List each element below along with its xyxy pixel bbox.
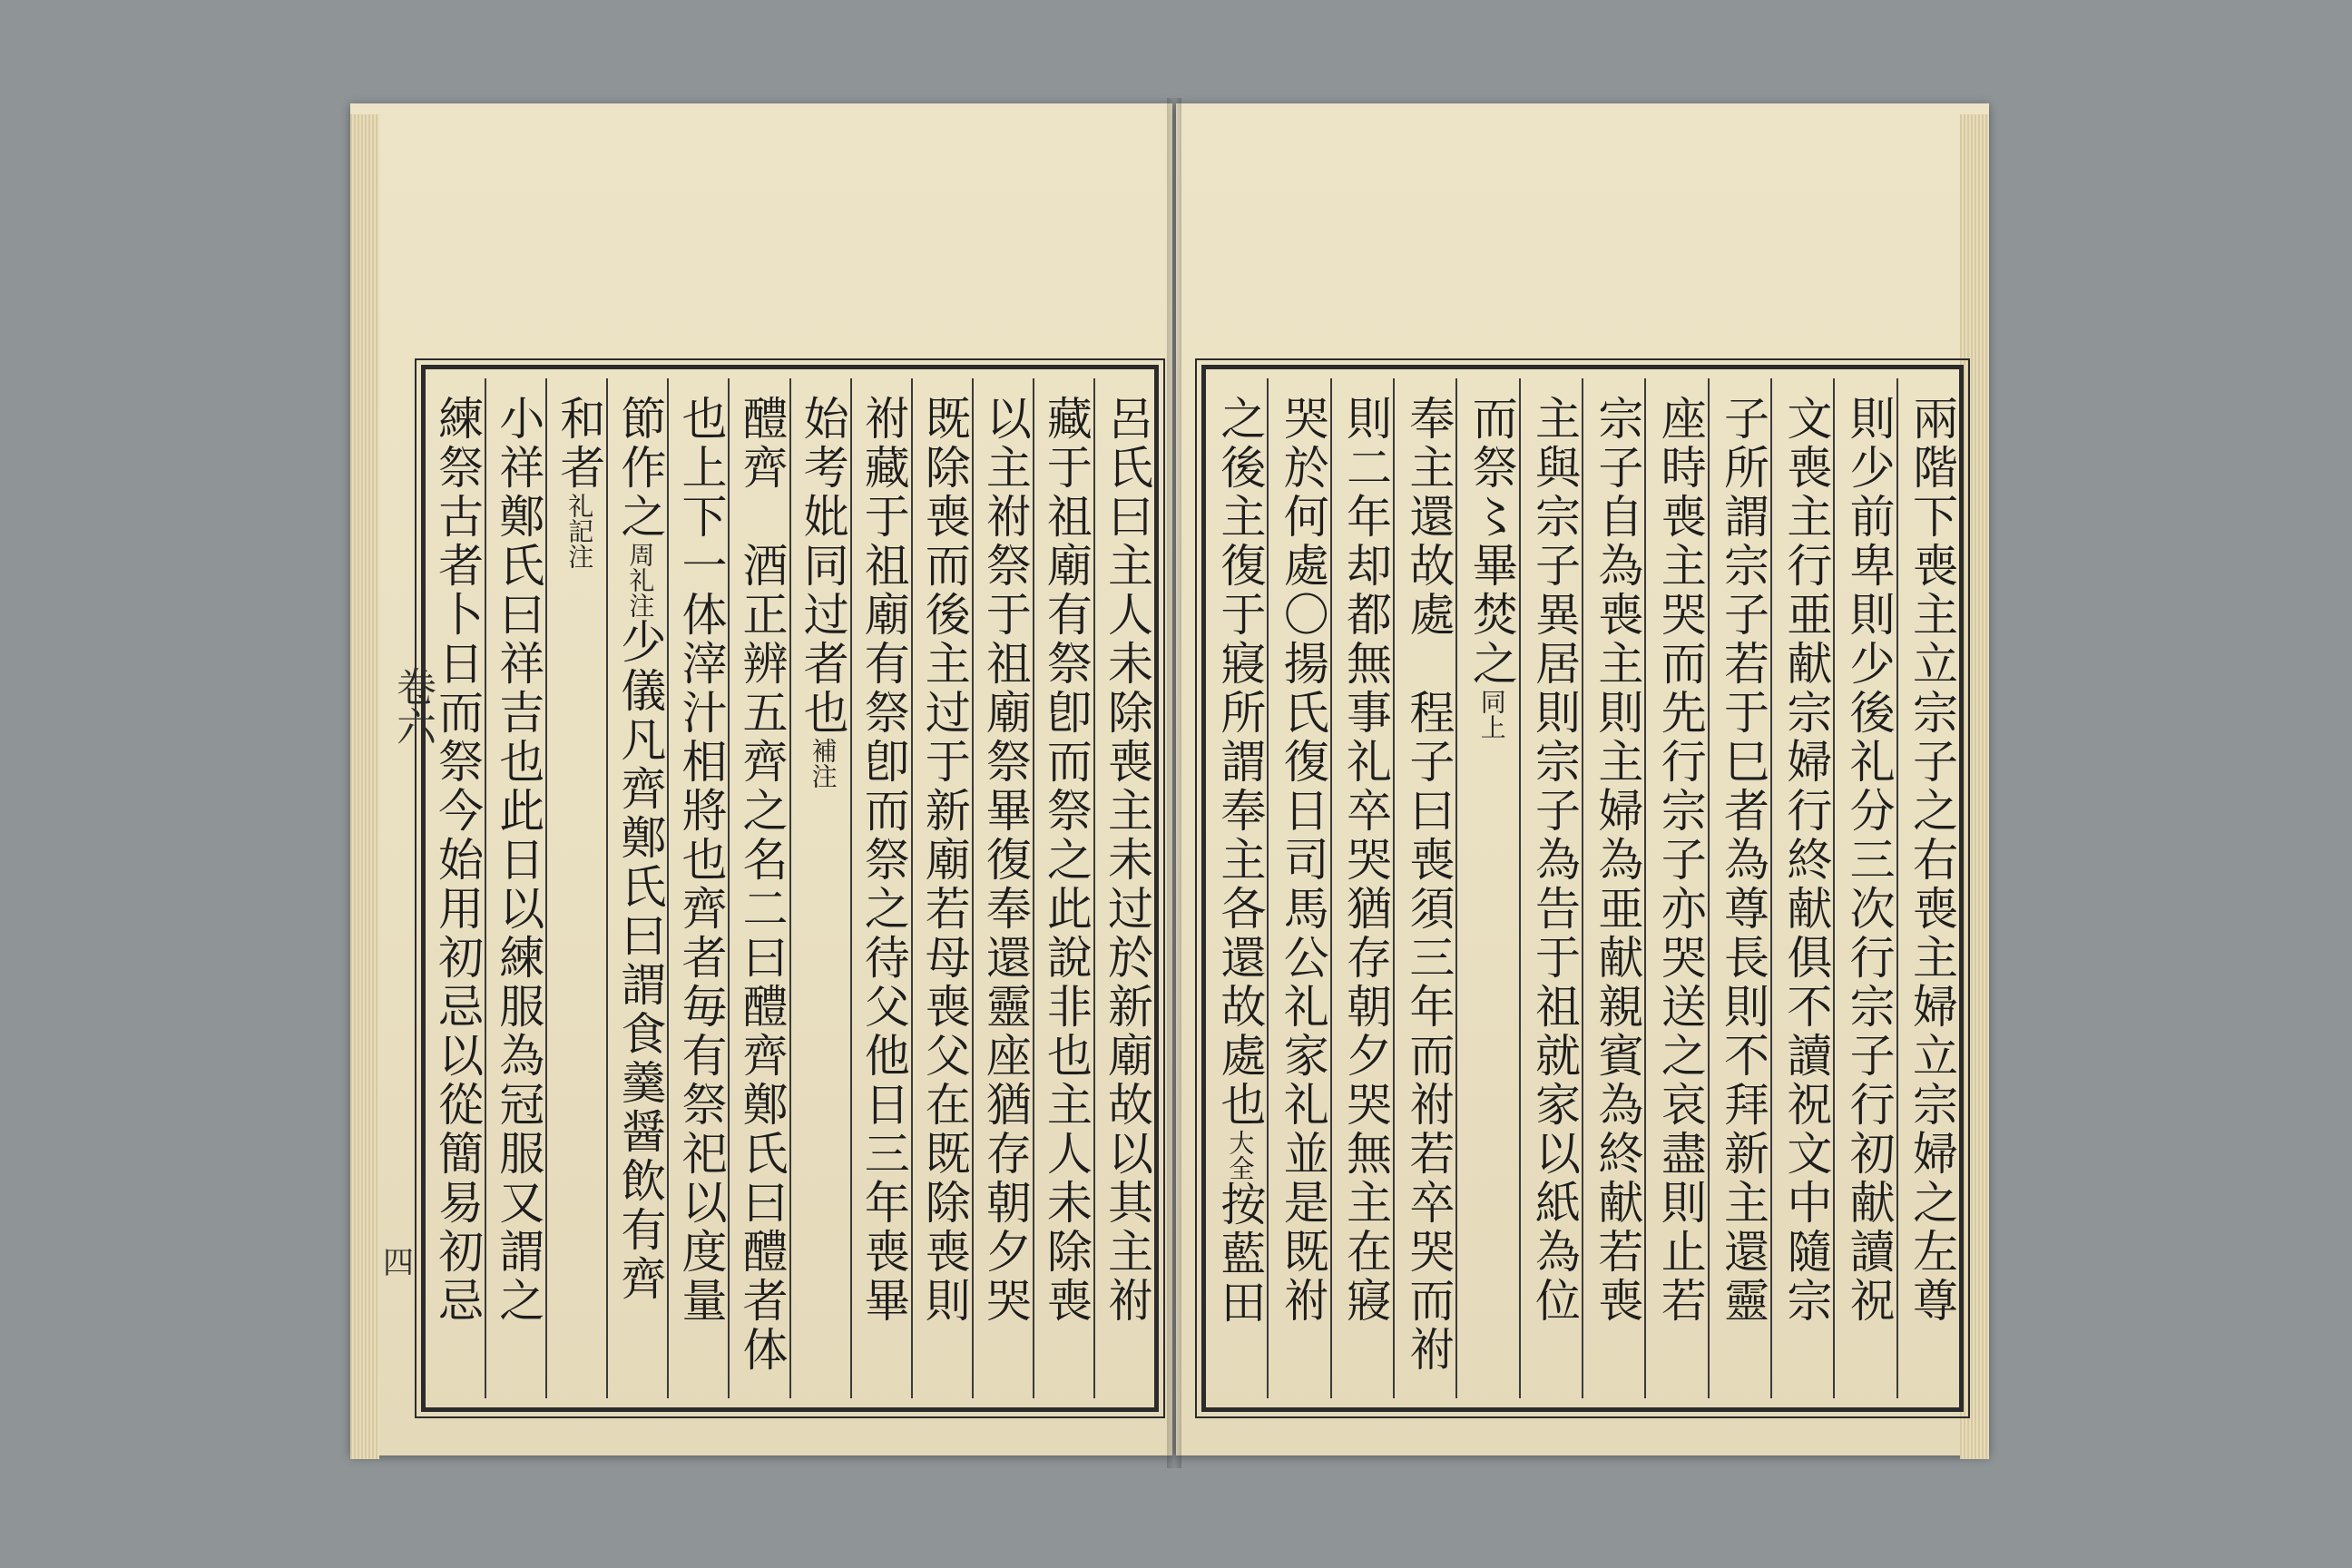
column-text: 子所謂宗子若于巳者為尊長則不拜新主還靈 [1717,395,1770,1326]
open-book [323,98,2014,1468]
column-text: 節作之 [613,395,667,542]
text-columns [1206,378,1959,1398]
column-text: 兩階下喪主立宗子之右喪主婦立宗婦之左尊 [1906,395,1958,1326]
left-page [350,103,1172,1455]
column-text: 呂氏曰主人未除喪主未过於新廟故以其主祔 [1101,395,1153,1326]
column-text: 也上下一体滓汁相將也齊者毎有祭祀以度量 [674,395,728,1326]
text-column [1393,378,1455,1398]
column-text: 主與宗子異居則宗子為告于祖就家以紙為位 [1528,395,1582,1326]
text-column [728,378,789,1398]
right-page [1176,103,1989,1455]
text-frame [1201,365,1964,1412]
text-column [1033,378,1093,1398]
text-column [485,378,545,1398]
column-text: 宗子自為喪主則主婦為亜献親賓為終献若喪 [1591,395,1644,1326]
text-column [1455,378,1518,1398]
text-column [1582,378,1644,1398]
text-column [911,378,972,1398]
column-text: 藏于祖廟有祭卽而祭之此說非也主人未除喪 [1039,395,1093,1326]
book-gutter [1167,98,1181,1468]
text-column [667,378,728,1398]
annotation-note: 周礼注 [625,542,656,618]
text-column [1267,378,1329,1398]
text-column [1330,378,1393,1398]
column-text: 練祭古者卜日而祭今始用初忌以從簡易初忌 [431,395,485,1326]
column-text: 小祥鄭氏曰祥吉也此日以練服為冠服又謂之 [492,395,545,1326]
annotation-note: 大全 [1225,1130,1256,1181]
annotation-note: 礼記注 [564,493,595,569]
annotation-note: 同上 [1476,689,1507,740]
text-column [850,378,911,1398]
text-column [606,378,667,1398]
text-column [1770,378,1833,1398]
page-edge [1960,114,1989,1459]
column-text: 文喪主行亜献宗婦行終献俱不讀祝文中隨宗 [1779,395,1833,1326]
annotation-note: 補注 [808,738,838,789]
column-text: 少儀凡齊鄭氏曰謂食羹醤飲有齊 [613,618,667,1304]
text-column [1093,378,1154,1398]
column-text: 始考妣同过者也 [796,395,849,738]
text-column [1206,378,1267,1398]
text-column [426,378,485,1398]
text-column [1519,378,1582,1398]
text-column [972,378,1033,1398]
text-frame [421,365,1159,1412]
column-text: 醴齊 酒正辨五齊之名二曰醴齊鄭氏曰醴者体 [735,395,789,1375]
column-text: 則二年却都無事礼卒哭猶存朝夕哭無主在寢 [1339,395,1393,1326]
text-column [1644,378,1707,1398]
column-text: 和者 [553,395,606,493]
column-text: 以主祔祭于祖廟祭畢復奉還靈座猶存朝夕哭 [978,395,1032,1326]
column-text: 座時喪主哭而先行宗子亦哭送之哀盡則止若 [1653,395,1707,1326]
column-text: 哭於何處〇揚氏復日司馬公礼家礼並是既祔 [1276,395,1329,1326]
text-column [1896,378,1959,1398]
text-column [1708,378,1770,1398]
column-text: 奉主還故處 程子曰喪須三年而祔若卒哭而祔 [1402,395,1455,1375]
column-text: 按藍田 [1213,1181,1267,1328]
column-text: 祔藏于祖廟有祭卽而祭之待父他日三年喪畢 [857,395,910,1326]
text-column [1833,378,1896,1398]
column-text: 則少前卑則少後礼分三次行宗子行初献讀祝 [1842,395,1896,1326]
column-text: 而祭〻畢焚之 [1465,395,1518,689]
column-text: 既除喪而後主过于新廟若母喪父在既除喪則 [917,395,971,1326]
text-columns [426,378,1154,1398]
text-column [789,378,850,1398]
page-number: 四 [383,1245,414,1281]
page-edge [350,114,379,1459]
column-text: 之後主復于寢所謂奉主各還故處也 [1213,395,1267,1130]
text-column [545,378,606,1398]
volume-label: 卷六 [389,666,436,746]
